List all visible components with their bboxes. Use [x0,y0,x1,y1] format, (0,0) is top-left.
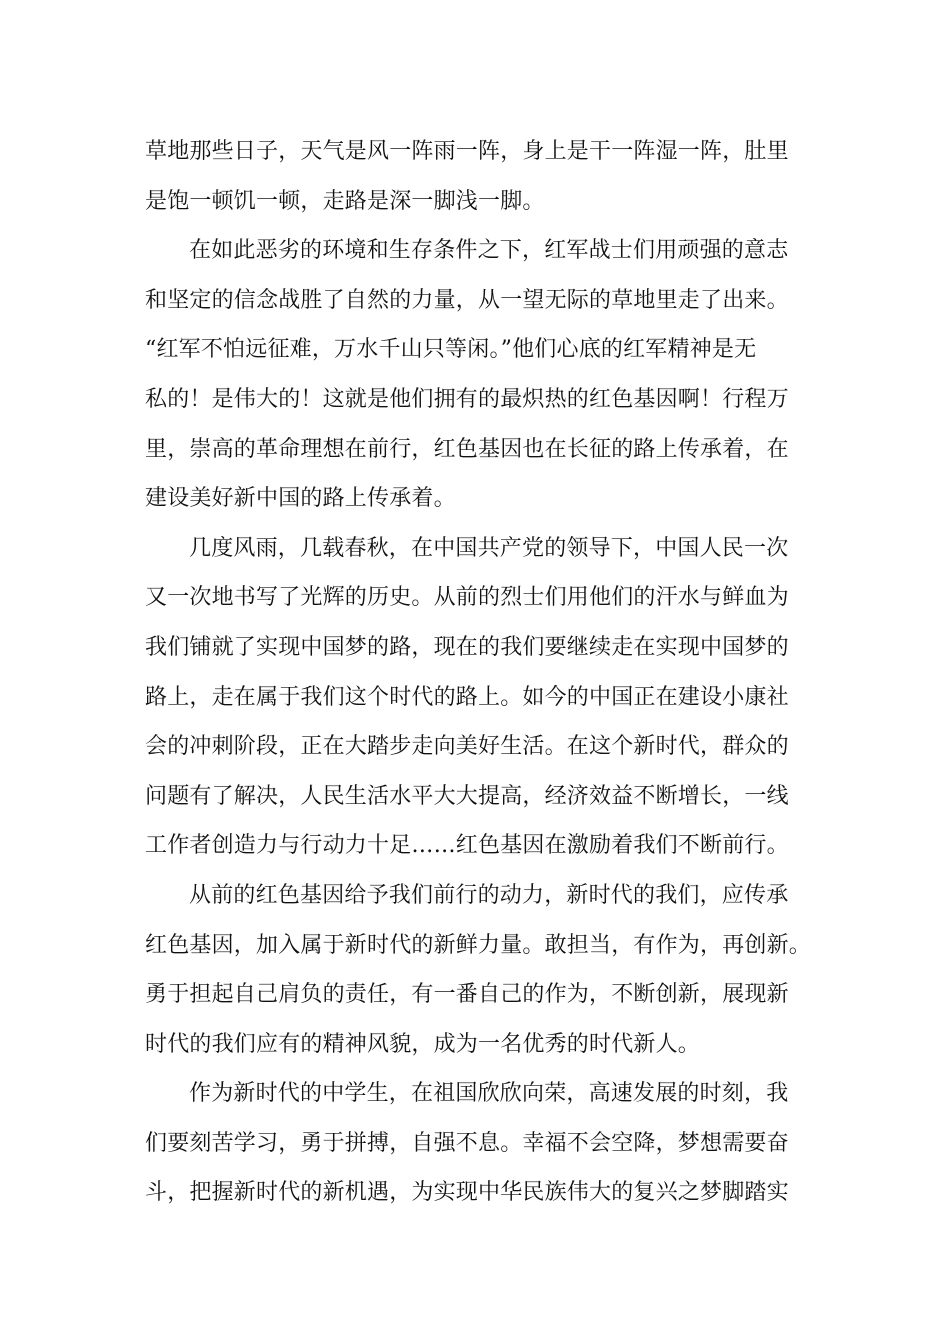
text-line: 时代的我们应有的精神风貌，成为一名优秀的时代新人。 [145,1031,701,1057]
body-text [145,127,812,1218]
text-line: 红色基因，加入属于新时代的新鲜力量。敢担当，有作为，再创新。 [145,932,812,958]
text-line: 会的冲刺阶段，正在大踏步走向美好生活。在这个新时代，群众的 [145,734,789,760]
text-line: 又一次地书写了光辉的历史。从前的烈士们用他们的汗水与鲜血为 [145,585,789,611]
text-line: 从前的红色基因给予我们前行的动力，新时代的我们，应传承 [189,882,789,908]
text-line: 们要刻苦学习，勇于拼搏，自强不息。幸福不会空降，梦想需要奋 [145,1130,789,1156]
text-line: 路上，走在属于我们这个时代的路上。如今的中国正在建设小康社 [145,684,789,710]
text-line: 是饱一顿饥一顿，走路是深一脚浅一脚。 [145,188,545,214]
text-line: 工作者创造力与行动力十足……红色基因在激励着我们不断前行。 [145,833,789,859]
text-line: 在如此恶劣的环境和生存条件之下，红军战士们用顽强的意志 [189,238,789,264]
text-line: 问题有了解决，人民生活水平大大提高，经济效益不断增长，一线 [145,783,789,809]
text-line: 建设美好新中国的路上传承着。 [145,486,456,512]
text-line: 草地那些日子，天气是风一阵雨一阵，身上是干一阵湿一阵，肚里 [145,139,789,164]
text-line: “红军不怕远征难，万水千山只等闲。”他们心底的红军精神是无 [145,337,757,363]
text-line: 我们铺就了实现中国梦的路，现在的我们要继续走在实现中国梦的 [145,634,789,660]
text-line: 勇于担起自己肩负的责任，有一番自己的作为，不断创新，展现新 [145,982,789,1008]
text-line: 和坚定的信念战胜了自然的力量，从一望无际的草地里走了出来。 [145,287,789,313]
text-line: 私的！是伟大的！这就是他们拥有的最炽热的红色基因啊！行程万 [145,386,789,412]
text-line: 里，崇高的革命理想在前行，红色基因也在长征的路上传承着，在 [145,436,789,462]
text-line: 作为新时代的中学生，在祖国欣欣向荣，高速发展的时刻，我 [189,1081,789,1107]
text-line: 斗，把握新时代的新机遇，为实现中华民族伟大的复兴之梦脚踏实 [145,1180,789,1206]
text-line: 几度风雨，几载春秋，在中国共产党的领导下，中国人民一次 [189,535,789,561]
